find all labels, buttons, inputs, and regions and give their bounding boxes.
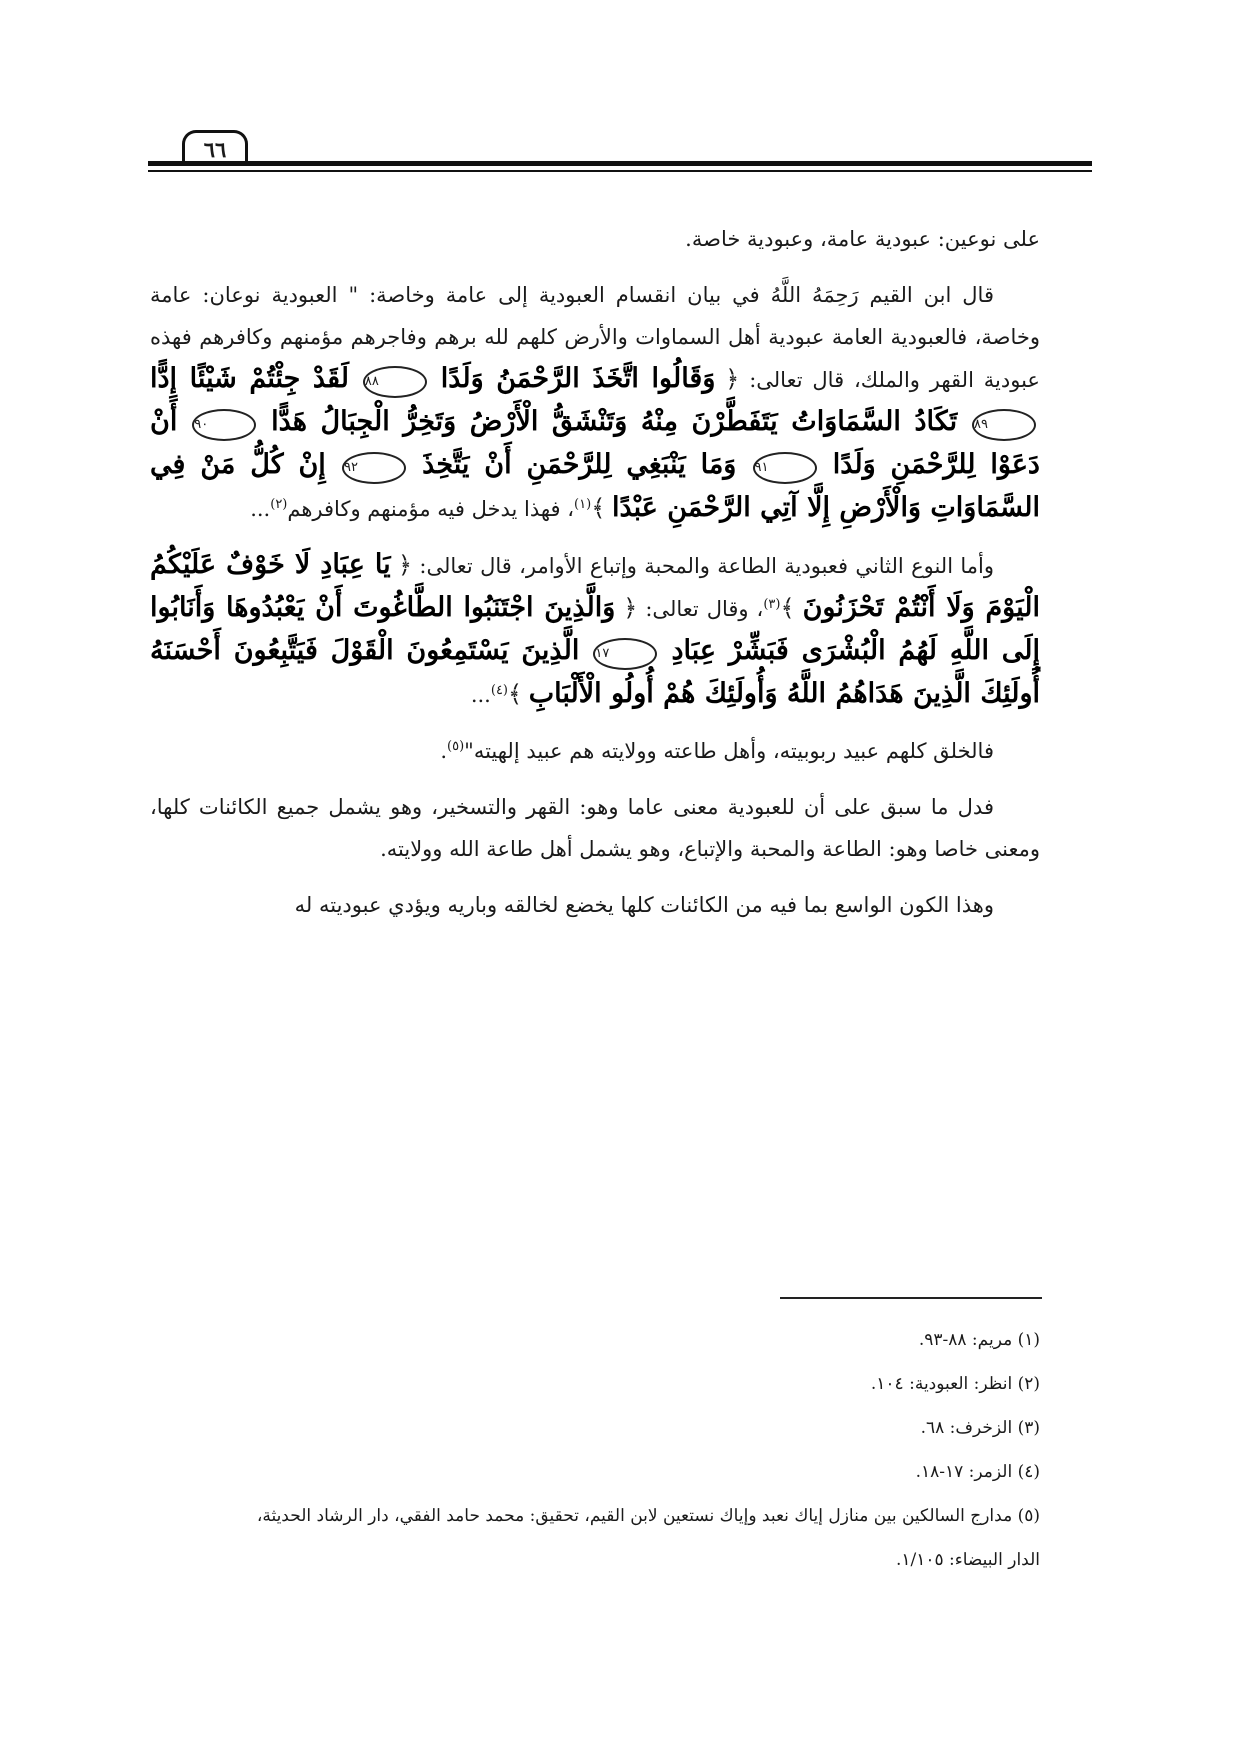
p4-end: . bbox=[440, 739, 448, 763]
footnotes bbox=[150, 1318, 1040, 1582]
ayah-number-marker: ٩٠ bbox=[192, 409, 256, 441]
page-number bbox=[182, 130, 248, 165]
quran-verse: لَقَدْ جِئْتُمْ شَيْئًا إِدًّا bbox=[150, 363, 349, 394]
quran-open-bracket: ﴿ bbox=[725, 365, 740, 393]
footnote-ref-2: (٢) bbox=[270, 497, 288, 512]
quran-open-bracket: ﴿ bbox=[397, 551, 413, 579]
footnote-separator bbox=[780, 1297, 1042, 1299]
paragraph-5: فدل ما سبق على أن للعبودية معنى عاما وهو: القهر والتسخير، وهو يشمل جميع الكائنات كلها، ومعنى خاصا وهو: الطاعة والمحبة والإتباع، وهو يشمل أهل طاعة الله وولايته. bbox=[150, 795, 1040, 861]
p2-tail: ، فهذا يدخل فيه مؤمنهم وكافرهم bbox=[287, 497, 575, 521]
header-rule-thick bbox=[148, 161, 1092, 166]
ayah-number-marker: ٨٨ bbox=[363, 366, 427, 398]
footnote-5: (٥) مدارج السالكين بين منازل إياك نعبد وإياك نستعين لابن القيم، تحقيق: محمد حامد الفقي، دار الرشاد الحديثة، bbox=[256, 1506, 1040, 1526]
quran-verse: يَا عِبَادِ لَا خَوْفٌ عَلَيْكُمُ الْيَوْمَ وَلَا أَنْتُمْ تَحْزَنُونَ bbox=[150, 549, 1040, 623]
quran-open-bracket: ﴿ bbox=[623, 594, 638, 622]
quran-verse: تَكَادُ السَّمَاوَاتُ يَتَفَطَّرْنَ مِنْهُ وَتَنْشَقُّ الْأَرْضُ وَتَخِرُّ الْجِبَالُ هَدًّا bbox=[271, 406, 958, 437]
footnote-2: (٢) انظر: العبودية: ١٠٤. bbox=[870, 1374, 1040, 1394]
p2-intro: قال ابن القيم رَحِمَهُ اللَّهُ في بيان انقسام العبودية إلى عامة وخاصة: " العبودية نوعان: عامة وخاصة، فالعبودية العامة عبودية أهل السماوات والأرض كلهم لله برهم وفاجرهم مؤمنهم وكافرهم فهذه عبودية القهر والملك، قال تعالى: bbox=[150, 283, 1040, 392]
page-number-text: ٦٦ bbox=[203, 136, 227, 162]
footnote-ref-1: (١) bbox=[574, 497, 592, 512]
paragraph-4 bbox=[150, 730, 1040, 772]
ayah-number-marker: ٨٩ bbox=[972, 409, 1036, 441]
quran-verse: وَالَّذِينَ اجْتَنَبُوا الطَّاغُوتَ أَنْ يَعْبُدُوهَا وَأَنَابُوا إِلَى اللَّهِ لَهُمُ الْبُشْرَى فَبَشِّرْ عِبَادِ bbox=[150, 592, 1040, 666]
quran-verse: وَقَالُوا اتَّخَذَ الرَّحْمَنُ وَلَدًا bbox=[440, 363, 716, 394]
footnote-3: (٣) الزخرف: ٦٨. bbox=[920, 1418, 1040, 1438]
quran-close-bracket: ﴾ bbox=[508, 680, 523, 708]
quran-close-bracket: ﴾ bbox=[591, 494, 606, 522]
quran-verse: إِنْ كُلُّ مَنْ فِي السَّمَاوَاتِ وَالْأَرْضِ إِلَّا آتِي الرَّحْمَنِ عَبْدًا bbox=[150, 449, 1040, 523]
quran-verse: الَّذِينَ يَسْتَمِعُونَ الْقَوْلَ فَيَتَّبِعُونَ أَحْسَنَهُ أُولَئِكَ الَّذِينَ هَدَاهُمُ اللَّهُ وَأُولَئِكَ هُمْ أُولُو الْأَلْبَابِ bbox=[150, 635, 1040, 709]
quran-verse: أَنْ دَعَوْا لِلرَّحْمَنِ وَلَدًا bbox=[150, 406, 1040, 480]
p3-ellipsis: ... bbox=[470, 683, 491, 707]
paragraph-1: على نوعين: عبودية عامة، وعبودية خاصة. bbox=[685, 227, 1040, 251]
footnote-1: (١) مريم: ٨٨-٩٣. bbox=[918, 1330, 1040, 1350]
paragraph-3 bbox=[150, 544, 1040, 716]
footnote-4: (٤) الزمر: ١٧-١٨. bbox=[915, 1462, 1040, 1482]
p3-mid: ، وقال تعالى: bbox=[645, 597, 764, 621]
main-text bbox=[150, 218, 1040, 940]
header-rule-thin bbox=[148, 170, 1092, 172]
quran-verse: وَمَا يَنْبَغِي لِلرَّحْمَنِ أَنْ يَتَّخِذَ bbox=[422, 449, 737, 480]
quran-close-bracket: ﴾ bbox=[780, 594, 795, 622]
p4-text: فالخلق كلهم عبيد ربوبيته، وأهل طاعته وولايته هم عبيد إلهيته" bbox=[464, 739, 994, 763]
paragraph-2 bbox=[150, 274, 1040, 530]
p2-ellipsis: ... bbox=[250, 497, 271, 521]
footnote-ref-3: (٣) bbox=[763, 597, 781, 612]
ayah-number-marker: ٩١ bbox=[753, 452, 817, 484]
paragraph-6: وهذا الكون الواسع بما فيه من الكائنات كلها يخضع لخالقه وباريه ويؤدي عبوديته له bbox=[294, 893, 994, 917]
p3-intro: وأما النوع الثاني فعبودية الطاعة والمحبة وإتباع الأوامر، قال تعالى: bbox=[419, 554, 994, 578]
ayah-number-marker: ١٧ bbox=[593, 638, 657, 670]
footnote-ref-4: (٤) bbox=[490, 683, 508, 698]
footnote-5-continuation: الدار البيضاء: ١/١٠٥. bbox=[895, 1550, 1040, 1570]
footnote-ref-5: (٥) bbox=[447, 739, 465, 754]
ayah-number-marker: ٩٢ bbox=[342, 452, 406, 484]
